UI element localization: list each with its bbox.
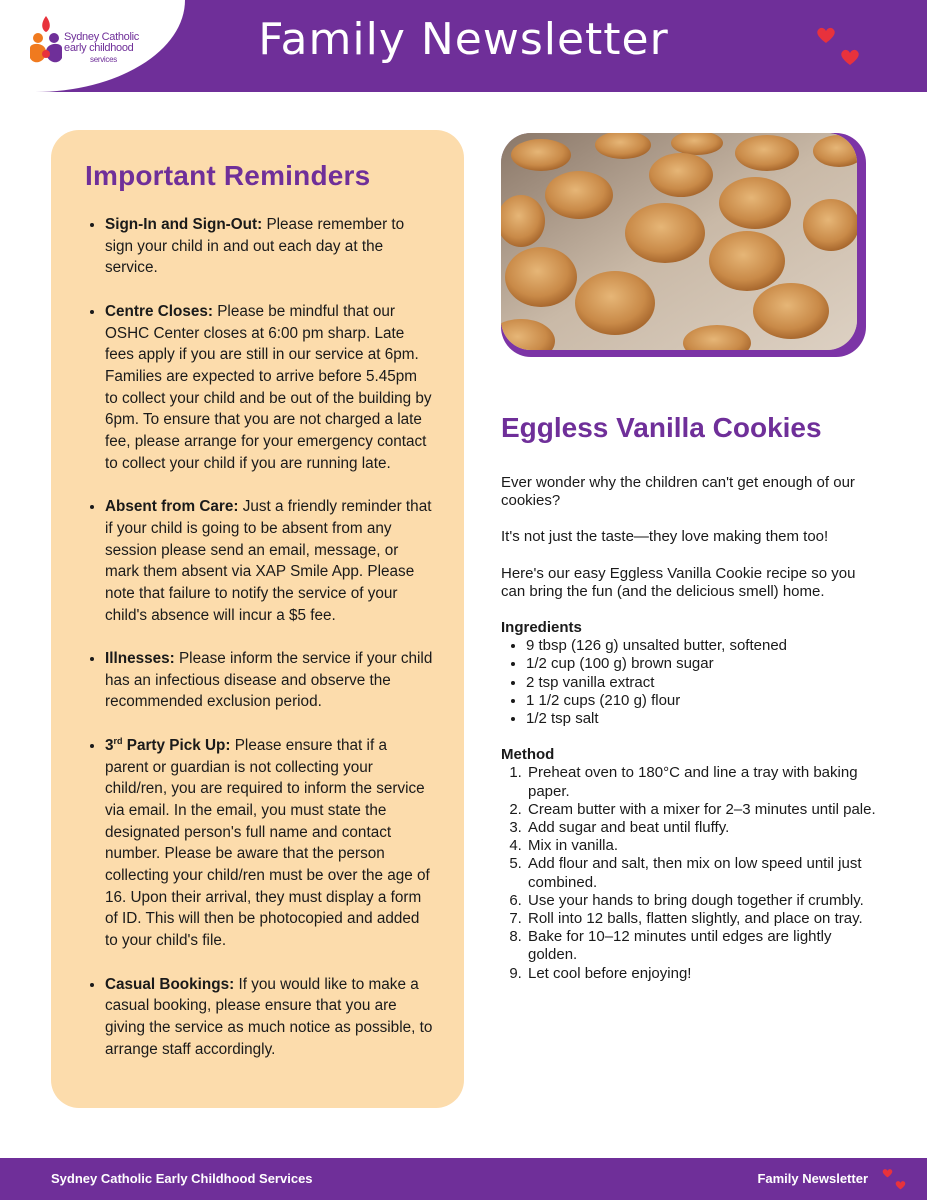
footer-organisation: Sydney Catholic Early Childhood Services xyxy=(51,1171,313,1186)
footer-title: Family Newsletter xyxy=(757,1171,868,1186)
reminder-text: Please ensure that if a parent or guardian is not collecting your child/ren, you are required to inform the service via email. In the email, you must state the designated person's full name and contact number. Please be aware that the person collecting your child/ren must be over the age of 16. Upon their arrival, they must display a form of ID. This will then be photocopied and added to your child's file. xyxy=(105,736,430,950)
heart-icon xyxy=(882,1168,893,1178)
reminder-label-superscript: rd xyxy=(113,735,123,746)
reminder-label: Sign-In and Sign-Out: xyxy=(105,216,263,233)
header-banner xyxy=(0,0,927,92)
ingredients-list xyxy=(501,637,881,728)
logo-line-2: early childhood xyxy=(64,42,134,54)
reminder-label-text: Party Pick Up: xyxy=(122,736,231,754)
method-heading: Method xyxy=(501,746,555,764)
cookies-photo xyxy=(501,133,857,350)
recipe-intro-paragraph: Ever wonder why the children can't get enough of our cookies? xyxy=(501,474,855,510)
reminder-text: Please remember to sign your child in and out each day at the service. xyxy=(105,216,405,277)
reminders-list xyxy=(85,214,434,1060)
method-step: 2. Cream butter with a mixer for 2–3 minutes until pale. xyxy=(526,801,881,819)
reminder-label: Absent from Care: xyxy=(105,498,239,516)
recipe-heading: Eggless Vanilla Cookies xyxy=(501,412,822,443)
reminder-label: Centre Closes: xyxy=(105,302,213,320)
ingredient-item: • 1 1/2 cups (210 g) flour xyxy=(526,692,881,710)
logo-line-3: services xyxy=(90,55,117,64)
recipe-intro-paragraph: Here's our easy Eggless Vanilla Cookie recipe so you can bring the fun (and the delicious smell) home. xyxy=(501,564,856,600)
reminders-heading: Important Reminders xyxy=(85,160,371,191)
ingredient-item: • 2 tsp vanilla extract xyxy=(526,674,881,692)
page-title: Family Newsletter xyxy=(258,14,669,65)
ingredient-item: • 9 tbsp (126 g) unsalted butter, softened xyxy=(526,637,881,655)
method-step: 5. Add flour and salt, then mix on low speed until just combined. xyxy=(526,855,881,891)
reminder-item xyxy=(105,974,434,1061)
method-step: 7. Roll into 12 balls, flatten slightly, and place on tray. xyxy=(526,910,881,928)
reminder-item xyxy=(105,214,434,279)
method-step: 9. Let cool before enjoying! xyxy=(526,965,881,983)
recipe-intro-paragraph: It's not just the taste—they love making them too! xyxy=(501,528,829,546)
reminder-label: Illnesses: xyxy=(105,650,175,668)
reminder-label-number: 3 xyxy=(105,736,114,754)
heart-icon xyxy=(840,48,860,66)
reminder-item xyxy=(105,301,434,475)
recipe-section xyxy=(501,412,881,983)
reminder-item xyxy=(105,496,434,626)
heart-icon xyxy=(816,26,836,44)
reminder-label xyxy=(105,737,230,754)
footer-bar xyxy=(0,1158,927,1200)
method-step: 3. Add sugar and beat until fluffy. xyxy=(526,819,881,837)
reminder-text: Please inform the service if your child has an infectious disease and observe the recommended exclusion period. xyxy=(105,650,433,711)
method-step: 4. Mix in vanilla. xyxy=(526,837,881,855)
reminder-text: Please be mindful that our OSHC Center closes at 6:00 pm sharp. Late fees apply if you are still in our service at 6pm. Families are expected to arrive before 5.45pm to collect your child and be out of the building by 6pm. To ensure that you are not charged a late fee, please arrange for your emergency contact to collect your child if you are running late. xyxy=(105,302,432,472)
method-step: 8. Bake for 10–12 minutes until edges are lightly golden. xyxy=(526,928,881,964)
logo-line-1: Sydney Catholic xyxy=(64,31,139,43)
heart-icon xyxy=(895,1180,906,1190)
reminder-text: If you would like to make a casual booking, please ensure that you are giving the service as much notice as possible, to arrange staff accordingly. xyxy=(105,975,433,1058)
method-list xyxy=(501,764,881,982)
reminder-label: Casual Bookings: xyxy=(105,975,235,993)
cookies-illustration xyxy=(501,133,857,350)
important-reminders-panel xyxy=(51,130,464,1108)
reminder-text: Just a friendly reminder that if your child is going to be absent from any session please send an email, message, or mark them absent via XAP Smile App. Please note that failure to notify the service of your child's absence will incur a $5 fee. xyxy=(105,498,432,624)
reminder-item xyxy=(105,735,434,952)
ingredient-item: • 1/2 cup (100 g) brown sugar xyxy=(526,655,881,673)
ingredient-item: • 1/2 tsp salt xyxy=(526,710,881,728)
method-step: 1. Preheat oven to 180°C and line a tray with baking paper. xyxy=(526,764,881,800)
ingredients-heading: Ingredients xyxy=(501,619,582,637)
method-step: 6. Use your hands to bring dough together if crumbly. xyxy=(526,892,881,910)
reminder-item xyxy=(105,648,434,713)
